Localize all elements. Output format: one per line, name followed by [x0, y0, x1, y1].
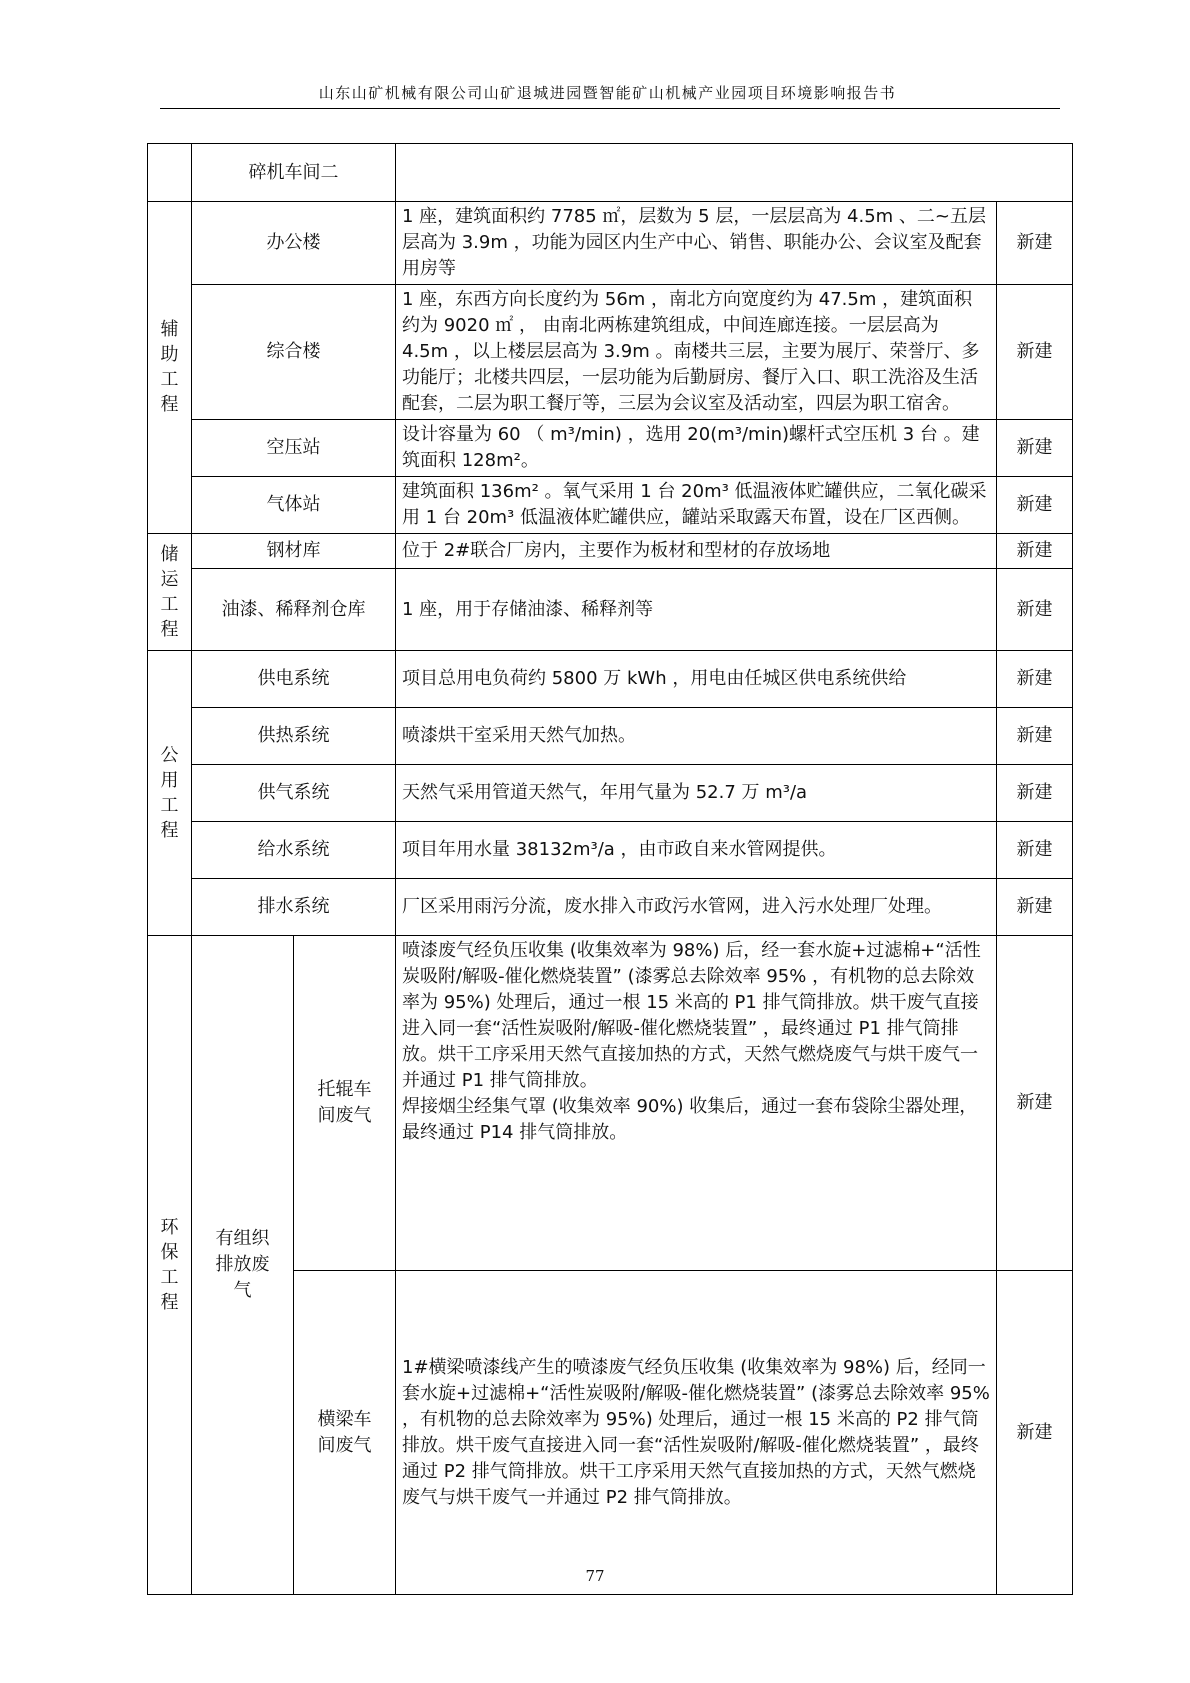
status-cell: 新建 [997, 202, 1073, 285]
table-row [148, 477, 1073, 534]
item-description: 1 座，东西方向长度约为 56m ，南北方向宽度约为 47.5m ，建筑面积约为 9020 ㎡ ， 由南北两栋建筑组成，中间连廊连接。一层层高为 4.5m ，以上楼层层高为 3.9m 。南楼共三层，主要为展厅、荣誉厅、多功能厅；北楼共四层，一层功能为后勤厨房、餐厅入口、职工洗浴及生活配套，二层为职工餐厅等，三层为会议室及活动室，四层为职工宿舍。 [396, 285, 997, 420]
table-row [148, 569, 1073, 651]
category-public: 公用工程 [148, 651, 192, 936]
item-description: 项目总用电负荷约 5800 万 kWh ，用电由任城区供电系统供给 [396, 651, 997, 708]
item-name: 碎机车间二 [192, 144, 396, 202]
status-cell: 新建 [997, 708, 1073, 765]
table-row [148, 420, 1073, 477]
table-row [148, 202, 1073, 285]
category-cell-empty [148, 144, 192, 202]
item-description [396, 144, 1073, 202]
item-name: 供气系统 [192, 765, 396, 822]
table-row [148, 534, 1073, 569]
item-name: 空压站 [192, 420, 396, 477]
status-cell: 新建 [997, 285, 1073, 420]
header-rule [160, 108, 1060, 109]
item-description: 设计容量为 60 （ m³/min) ，选用 20(m³/min)螺杆式空压机 3 台 。建筑面积 128m²。 [396, 420, 997, 477]
status-cell: 新建 [997, 534, 1073, 569]
item-description: 厂区采用雨污分流，废水排入市政污水管网，进入污水处理厂处理。 [396, 879, 997, 936]
status-cell: 新建 [997, 936, 1073, 1271]
item-description: 1 座，用于存储油漆、稀释剂等 [396, 569, 997, 651]
table-row [148, 936, 1073, 1271]
status-cell: 新建 [997, 879, 1073, 936]
item-name: 有组织排放废气 [192, 936, 294, 1595]
category-storage: 储运工程 [148, 534, 192, 651]
status-cell: 新建 [997, 477, 1073, 534]
status-cell: 新建 [997, 822, 1073, 879]
page-number: 77 [585, 1567, 605, 1585]
item-description: 天然气采用管道天然气，年用气量为 52.7 万 m³/a [396, 765, 997, 822]
table-row [148, 822, 1073, 879]
desc-paragraph: 喷漆废气经负压收集 (收集效率为 98%) 后，经一套水旋+过滤棉+“活性炭吸附/解吸-催化燃烧装置” (漆雾总去除效率 95% ，有机物的总去除效率为 95%) 处理后，通过一根 15 米高的 P1 排气筒排放。烘干废气直接进入同一套“活性炭吸附/解吸-催化燃烧装置” ，最终通过 P1 排气筒排放。烘干工序采用天然气直接加热的方式，天然气燃烧废气与烘干废气一并通过 P1 排气筒排放。 [402, 940, 981, 1091]
item-description: 项目年用水量 38132m³/a ，由市政自来水管网提供。 [396, 822, 997, 879]
table-row [148, 144, 1073, 202]
item-name: 供热系统 [192, 708, 396, 765]
item-name: 钢材库 [192, 534, 396, 569]
item-description [396, 936, 997, 1271]
status-cell: 新建 [997, 651, 1073, 708]
table-row [148, 285, 1073, 420]
item-description: 位于 2#联合厂房内，主要作为板材和型材的存放场地 [396, 534, 997, 569]
category-auxiliary: 辅助工程 [148, 202, 192, 534]
item-description: 喷漆烘干室采用天然气加热。 [396, 708, 997, 765]
project-composition-table [147, 143, 1073, 1595]
status-cell: 新建 [997, 420, 1073, 477]
sub-item-name: 托辊车间废气 [294, 936, 396, 1271]
table-row [148, 708, 1073, 765]
item-name: 排水系统 [192, 879, 396, 936]
item-description: 1#横梁喷漆线产生的喷漆废气经负压收集 (收集效率为 98%) 后，经同一套水旋+过滤棉+“活性炭吸附/解吸-催化燃烧装置” (漆雾总去除效率 95% ，有机物的总去除效率为 95%) 处理后，通过一根 15 米高的 P2 排气筒排放。烘干废气直接进入同一套“活性炭吸附/解吸-催化燃烧装置” ，最终通过 P2 排气筒排放。烘干工序采用天然气直接加热的方式，天然气燃烧废气与烘干废气一并通过 P2 排气筒排放。 [396, 1271, 997, 1595]
item-name: 办公楼 [192, 202, 396, 285]
item-name: 气体站 [192, 477, 396, 534]
category-environmental: 环保工程 [148, 936, 192, 1595]
item-name: 供电系统 [192, 651, 396, 708]
item-name: 油漆、稀释剂仓库 [192, 569, 396, 651]
item-description: 建筑面积 136m² 。氧气采用 1 台 20m³ 低温液体贮罐供应，二氧化碳采用 1 台 20m³ 低温液体贮罐供应，罐站采取露天布置，设在厂区西侧。 [396, 477, 997, 534]
status-cell: 新建 [997, 765, 1073, 822]
status-cell: 新建 [997, 1271, 1073, 1595]
item-name: 综合楼 [192, 285, 396, 420]
table-row [148, 879, 1073, 936]
table-row [148, 651, 1073, 708]
desc-paragraph: 焊接烟尘经集气罩 (收集效率 90%) 收集后，通过一套布袋除尘器处理，最终通过 P14 排气筒排放。 [402, 1096, 978, 1143]
table-row [148, 765, 1073, 822]
page-header: 山东山矿机械有限公司山矿退城进园暨智能矿山机械产业园项目环境影响报告书 [318, 84, 897, 102]
status-cell: 新建 [997, 569, 1073, 651]
sub-item-name: 横梁车间废气 [294, 1271, 396, 1595]
item-description: 1 座，建筑面积约 7785 ㎡，层数为 5 层，一层层高为 4.5m 、二~五层层高为 3.9m ，功能为园区内生产中心、销售、职能办公、会议室及配套用房等 [396, 202, 997, 285]
item-name: 给水系统 [192, 822, 396, 879]
